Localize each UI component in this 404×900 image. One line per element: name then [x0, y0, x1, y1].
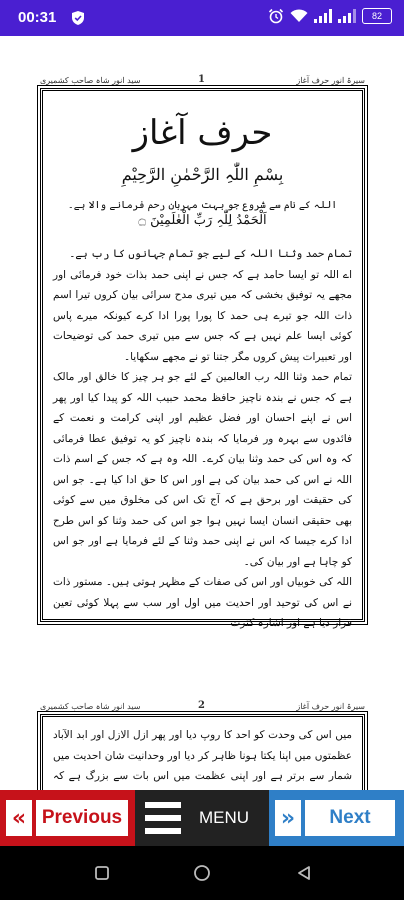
book-page-1 [40, 74, 365, 629]
paragraph: اللہ کی خوبیاں اور اس کی صفات کے مظہر ہوتی ہیں۔ مستور ذات نے اس کی توحید اور احدیت میں اول اور سب سے پہلا کوئی تعین قرار دیا ہے اور اشارہ کثرت [53, 576, 352, 629]
menu-label: MENU [199, 808, 250, 827]
book-viewer[interactable] [0, 36, 404, 790]
system-navigation-bar [0, 846, 404, 900]
next-label: Next [305, 800, 395, 836]
battery-icon [362, 8, 392, 24]
intro-line: اللہ کے نام سے شروع جو بہت مہربان رحم فرمانے والا ہے۔ [67, 200, 338, 211]
page-header-right: سیرۃ انور حرف آغاز [296, 702, 365, 711]
page-title: حرف آغاز [132, 113, 273, 153]
page-number: 2 [198, 700, 205, 711]
page-header-left: سید انور شاہ صاحب کشمیری [40, 76, 141, 85]
signal-icon-secondary [338, 9, 356, 23]
double-chevron-left-icon: « [6, 800, 32, 836]
book-page-2 [40, 700, 365, 790]
paragraph: میں اس کی وحدت کو احد کا روپ دیا اور پھر ازل الازل اور ابد الآباد عظمتوں میں اپنا یکتا ہونا ظاہر کر دیا اور وحدانیت شان احدیت میں شمار سے برتر ہے اور اپنی عظمت میں اس بات سے بزرگ ہے کہ [53, 729, 352, 782]
alarm-icon [268, 8, 284, 24]
wifi-icon [290, 9, 308, 23]
status-bar [0, 0, 404, 36]
page-frame [40, 88, 365, 629]
page-header-right: سیرۃ انور حرف آغاز [296, 76, 365, 85]
previous-button[interactable] [0, 790, 135, 846]
quran-verse: اَلْحَمْدُ لِلّٰہِ رَبِّ الْعٰلَمِیْنَ ۝ [138, 213, 267, 228]
page-frame [40, 714, 365, 790]
paragraph: تمام حمد وثنا اللہ رب العالمین کے لئے جو ہر چیز کا خالق اور مالک ہے کہ جس نے بندہ ناچیز حافظ محمد حبیب اللہ کو پیدا کیا اور پھر اس نے اپنے احسان اور فضل عظیم اور اپنی کرامت و نعمت کے فائدوں سے بہرہ ور فرمایا کہ بندہ ناچیز کو یہ توفیق عطا فرمائی کہ وہ اس کی حمد وثنا بیان کرے۔ اللہ وہ ہے کہ جس کے اسم ذات اللہ نے اس کی حمد بیان کی ہے اور اس کا حق ادا کیا ہے۔ جو اس کی حقیقت اور برحق ہے کہ آج تک اس کی مخلوق میں سے کوئی بھی حقیقی انسان ایسا نہیں ہوا جو اس کی حمد وثنا کو اس طرح ادا کرے جیسا کہ اس نے اپنی حمد وثنا کے لئے فرمایا ہے اور جو اس کو چاہا ہے اور بیان کی۔ [53, 371, 352, 568]
page-header [40, 700, 365, 714]
recents-icon[interactable] [94, 865, 110, 881]
shield-icon [72, 11, 84, 25]
status-icons [268, 8, 392, 24]
paragraph: اے اللہ تو ایسا حامد ہے کہ جس نے اپنی حمد بذات خود فرمائی اور مجھے یہ توفیق بخشی کہ میں تیری مدح سرائی بیان کروں تیرا اسم ذات اللہ جو تیرے ہی حمد کا پورا پورا ادا کرے کیونکہ میرے پاس کوئی ایسا علم نہیں ہے کہ جس سے میں تیری حمد کی توضیحات اور تعبیرات پیش کروں مگر جتنا تو نے مجھے سکھایا۔ [53, 268, 352, 363]
bismillah: بِسْمِ اللّٰہِ الرَّحْمٰنِ الرَّحِیْمِ [121, 165, 284, 184]
double-chevron-right-icon: » [275, 800, 301, 836]
page-number: 1 [198, 74, 205, 85]
page-header-left: سید انور شاہ صاحب کشمیری [40, 702, 141, 711]
next-button[interactable] [269, 790, 404, 846]
previous-label: Previous [36, 800, 128, 836]
battery-level: 82 [371, 11, 382, 21]
page-navigation-bar [0, 790, 404, 846]
signal-icon [314, 9, 332, 23]
back-icon[interactable] [296, 865, 312, 881]
menu-button[interactable] [135, 790, 269, 846]
status-time: 00:31 [18, 9, 57, 26]
paragraph: تمام حمد وثنا اللہ کے لیے جو تمام جہانوں کا رب ہے۔ [69, 248, 352, 260]
hamburger-icon [145, 802, 181, 834]
page-header [40, 74, 365, 88]
home-icon[interactable] [193, 865, 211, 883]
